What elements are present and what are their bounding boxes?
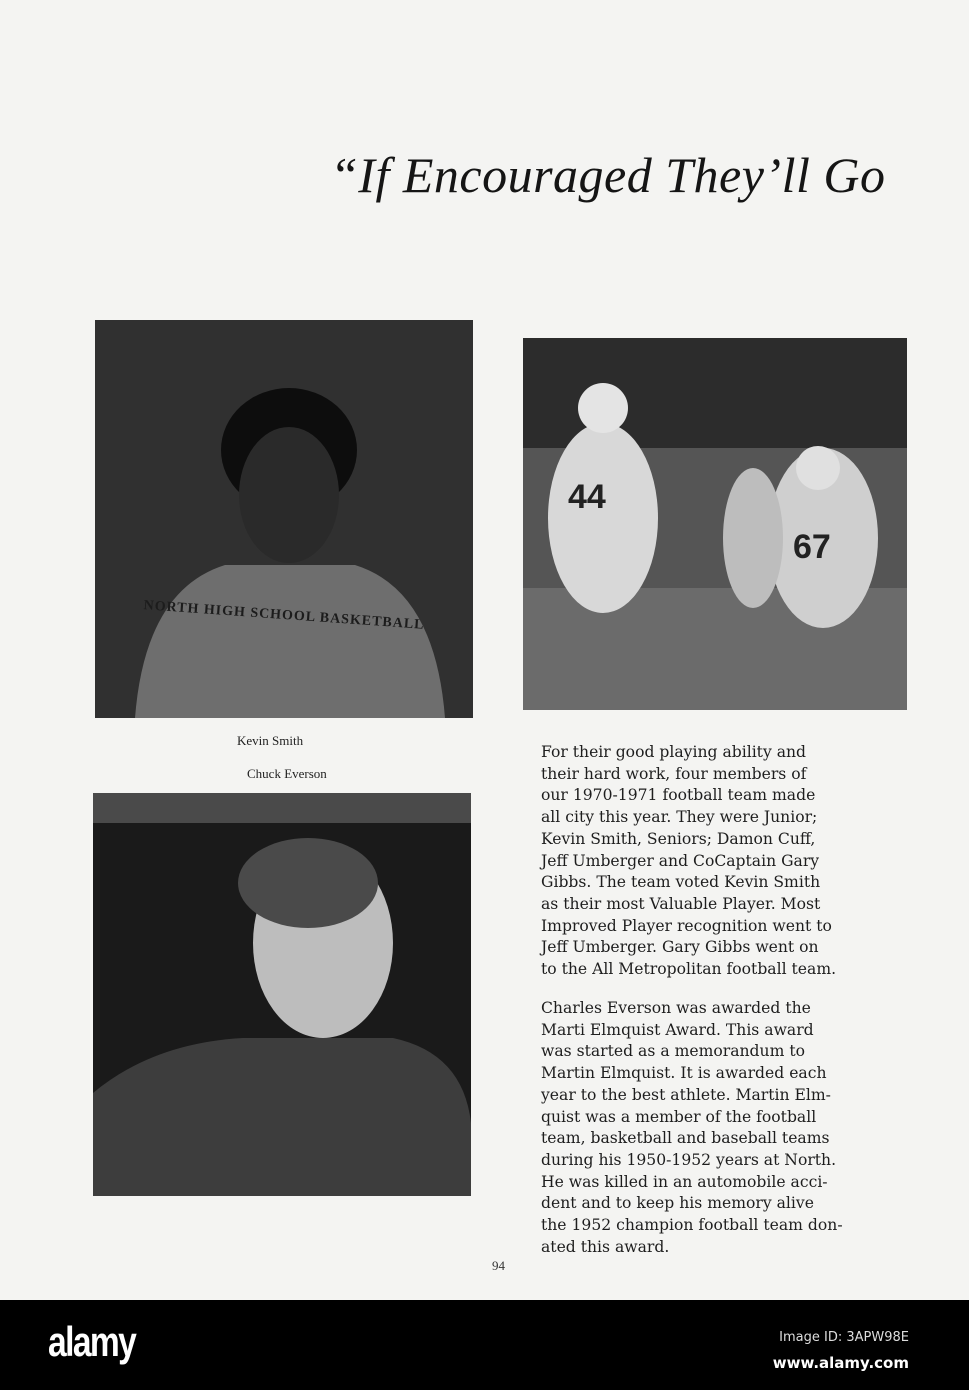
jersey-number: 67 bbox=[793, 528, 831, 566]
jersey-number: 44 bbox=[568, 478, 606, 516]
shirt-lettering: NORTH HIGH SCHOOL BASKETBALL bbox=[143, 598, 425, 633]
page-number: 94 bbox=[492, 1258, 505, 1273]
footer-url[interactable]: www.alamy.com bbox=[772, 1354, 909, 1372]
page-title: “If Encouraged They’ll Go bbox=[330, 147, 886, 203]
photo-chuck-everson bbox=[93, 793, 471, 1196]
paragraph-elmquist-award: Charles Everson was awarded the Marti Elmquist Award. This award was started as a memorandum to Martin Elmquist. It is awarded each year to the best athlete. Martin Elm- quist was a member of the football team, basketball and baseball teams during his 1950-1952 years at North. He was killed in an automobile acci- dent and to keep his memory alive the 1952 champion football team don- ated this award. bbox=[541, 999, 843, 1256]
watermark-footer bbox=[0, 1300, 969, 1390]
photo-kevin-smith bbox=[95, 320, 473, 718]
alamy-logo: alamy bbox=[48, 1318, 136, 1365]
photo-football-game bbox=[523, 338, 907, 710]
caption-chuck-everson: Chuck Everson bbox=[247, 766, 327, 781]
paragraph-all-city: For their good playing ability and their hard work, four members of our 1970-1971 football team made all city this year. They were Junior; Kevin Smith, Seniors; Damon Cuff, Jeff Umberger and CoCaptain Gary Gibbs. The team voted Kevin Smith as their most Valuable Player. Most Improved Player recognition went to Jeff Umberger. Gary Gibbs went on to the All Metropolitan football team. bbox=[541, 743, 837, 979]
image-id: Image ID: 3APW98E bbox=[779, 1330, 909, 1345]
article-body-award bbox=[541, 998, 931, 1258]
article-body bbox=[541, 742, 931, 981]
caption-kevin-smith: Kevin Smith bbox=[237, 733, 304, 748]
